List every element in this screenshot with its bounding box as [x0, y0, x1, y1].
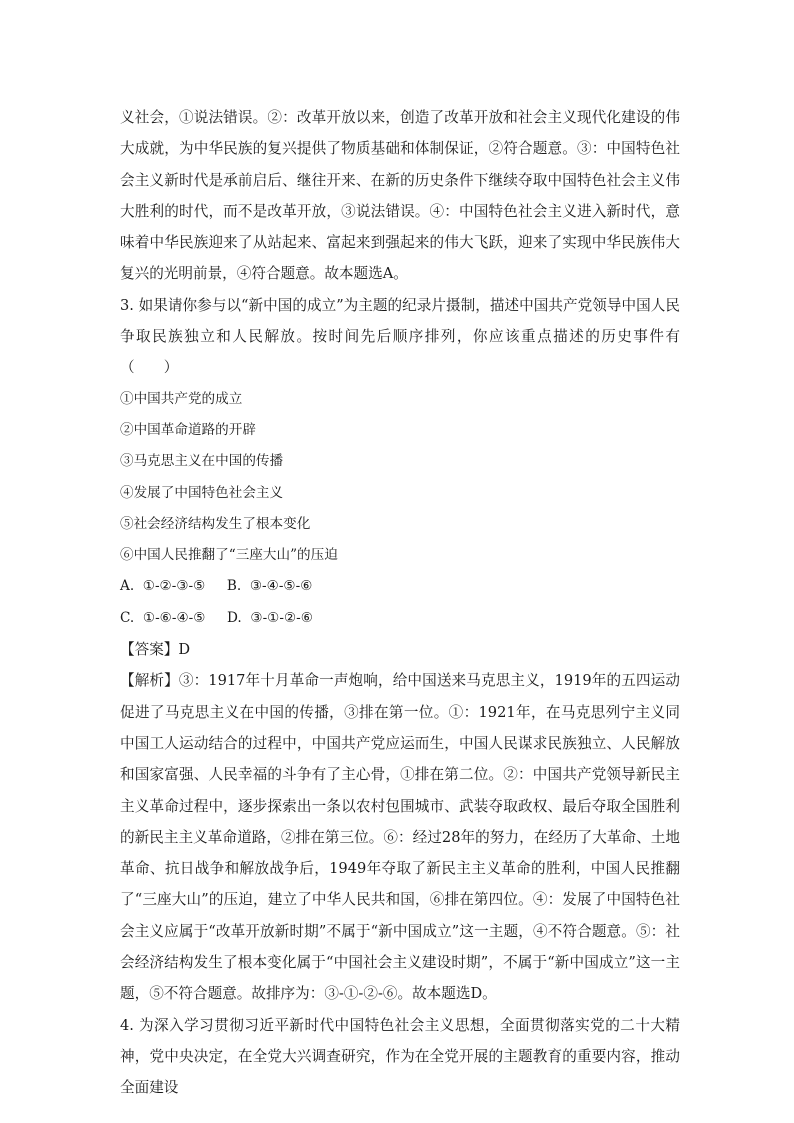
analysis-tag: 【解析】 — [120, 672, 179, 690]
question-3-item-4: ④发展了中国特色社会主义 — [120, 484, 284, 501]
question-3-item-6: ⑥中国人民推翻了“三座大山”的压迫 — [120, 547, 338, 564]
question-3-answer — [120, 634, 680, 665]
question-3-analysis — [120, 665, 680, 1009]
question-3-choices-row-2: C. ①-⑥-④-⑤ D. ③-①-②-⑥ — [120, 609, 313, 626]
question-3-item-3: ③马克思主义在中国的传播 — [120, 453, 284, 470]
question-3-items — [120, 384, 680, 572]
answer-tag: 【答案】 — [120, 641, 179, 659]
question-3-choices-row-1: A. ①-②-③-⑤ B. ③-④-⑤-⑥ — [120, 578, 313, 595]
question-3-item-5: ⑤社会经济结构发生了根本变化 — [120, 515, 311, 532]
previous-analysis-text: 义社会，①说法错误。②：改革开放以来，创造了改革开放和社会主义现代化建设的伟大成就，为中华民族的复兴提供了物质基础和体制保证，②符合题意。③：中国特色社会主义新时代是承前启后、继往开来、在新的历史条件下继续夺取中国特色社会主义伟大胜利的时代，而不是改革开放，③说法错误。④：中国特色社会主义进入新时代，意味着中华民族迎来了从站起来、富起来到强起来的伟大飞跃，迎来了实现中华民族伟大复兴的光明前景，④符合题意。故本题选A。 — [120, 109, 680, 283]
document-page — [120, 102, 680, 1104]
question-3-stem: 3. 如果请你参与以“新中国的成立”为主题的纪录片摄制，描述中国共产党领导中国人民争取民族独立和人民解放。按时间先后顺序排列，你应该重点描述的历史事件有（ ） — [120, 296, 680, 377]
question-4-stem: 4. 为深入学习贯彻习近平新时代中国特色社会主义思想，全面贯彻落实党的二十大精神，党中央决定，在全党大兴调查研究，作为在全党开展的主题教育的重要内容，推动全面建设 — [120, 1016, 680, 1097]
question-3-item-2: ②中国革命道路的开辟 — [120, 421, 256, 438]
answer-value: D — [178, 641, 191, 659]
question-3-item-1: ①中国共产党的成立 — [120, 390, 243, 407]
analysis-text: ③：1917年十月革命一声炮响，给中国送来马克思主义，1919年的五四运动促进了马克思主义在中国的传播，③排在第一位。①：1921年，在马克思列宁主义同中国工人运动结合的过程中，中国共产党应运而生，中国人民谋求民族独立、人民解放和国家富强、人民幸福的斗争有了主心骨，①排在第二位。②：中国共产党领导新民主主义革命过程中，逐步探索出一条以农村包围城市、武装夺取政权、最后夺取全国胜利的新民主主义革命道路，②排在第三位。⑥：经过28年的努力，在经历了大革命、土地革命、抗日战争和解放战争后，1949年夺取了新民主主义革命的胜利，中国人民推翻了“三座大山”的压迫，建立了中华人民共和国，⑥排在第四位。④：发展了中国特色社会主义应属于“改革开放新时期”不属于“新中国成立”这一主题，④不符合题意。⑤：社会经济结构发生了根本变化属于“中国社会主义建设时期”，不属于“新中国成立”这一主题，⑤不符合题意。故排序为：③-①-②-⑥。故本题选D。 — [120, 672, 680, 1003]
